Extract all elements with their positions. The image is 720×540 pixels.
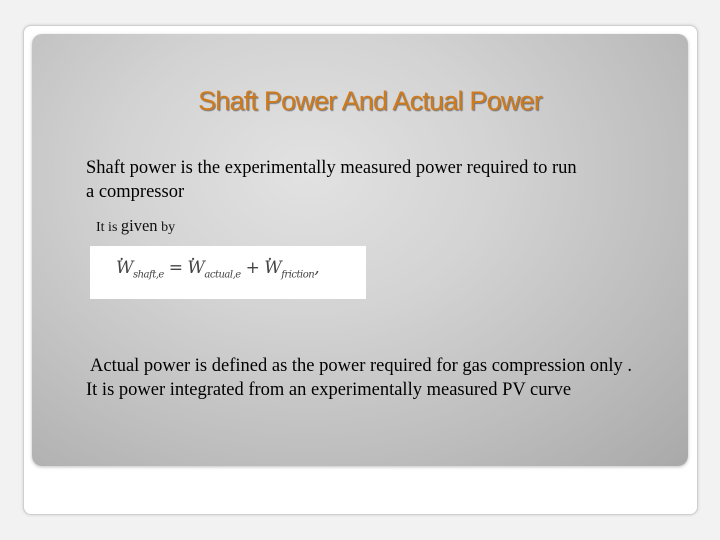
actual-power-line-1 <box>90 354 632 378</box>
given-part-1: It is <box>96 220 121 235</box>
term2-symbol: . W <box>264 258 281 278</box>
plus-sign: + <box>240 258 265 278</box>
shaft-power-line-2: a compressor <box>86 182 185 202</box>
actual-power-term: Actual power <box>90 356 191 376</box>
lhs-subscript: shaft,e <box>132 269 164 281</box>
given-part-3: by <box>157 220 176 235</box>
equals-sign: = <box>163 258 188 278</box>
slide-title: Shaft Power And Actual Power <box>198 86 542 116</box>
shaft-power-term: Shaft power <box>86 158 176 178</box>
shaft-power-equation <box>116 258 319 280</box>
shaft-power-definition: is the experimentally measured power required to run <box>175 158 577 178</box>
given-by-line <box>96 216 175 236</box>
shaft-power-line-1 <box>86 156 577 180</box>
actual-power-line-2: It is power integrated from an experimentally measured PV curve <box>86 380 572 400</box>
actual-power-definition: is defined as the power required for gas compression only . <box>190 356 632 376</box>
lhs-symbol: . W <box>116 258 133 278</box>
formula-image <box>90 246 366 299</box>
formula-trail: , <box>314 258 320 278</box>
term2-subscript: friction <box>281 269 315 281</box>
term1-symbol: . W <box>187 258 204 278</box>
term1-subscript: actual,e <box>204 269 241 281</box>
given-part-2: given <box>120 216 158 235</box>
